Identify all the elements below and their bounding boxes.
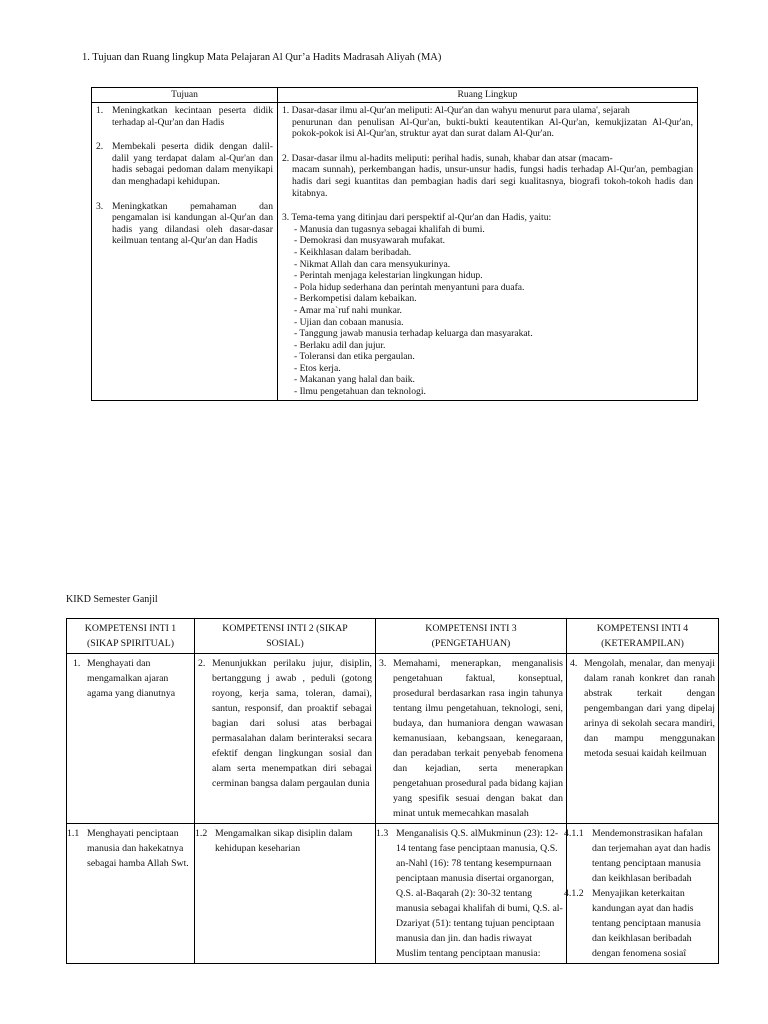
- header-ki-3: [376, 619, 567, 654]
- item-text: Memahami, menerapkan, menganalisis pengetahuan faktual, konseptual, prosedural berdasarkan rasa ingin tahunya tentang ilmu pengetahuan, teknologi, seni, budaya, dan humaniora dengan wawasan kemanusiaan, kebangsaan, kenegaraan, dan peradaban terkait penyebab fenomena dan kejadian, serta menerapkan pengetahuan prosedural pada bidang kajian yang spesifik sesuai dengan bakat dan minat untuk memecahkan masalah: [393, 658, 563, 819]
- list-item: - Pola hidup sederhana dan perintah menyantuni para duafa.: [294, 281, 525, 293]
- header-tujuan: Tujuan: [92, 88, 278, 103]
- item-number: 2.: [198, 658, 206, 669]
- list-item: - Amar ma`ruf nahi munkar.: [294, 304, 402, 316]
- list-item: - Berkompetisi dalam kebaikan.: [294, 293, 417, 305]
- item-number: 1.1: [67, 828, 80, 839]
- item-text: Meningkatkan pemahaman dan pengamalan isi kandungan al-Qur'an dan hadis yang dilandasi oleh dasar-dasar keilmuan tentang al-Qur'an dan Hadis: [112, 200, 273, 247]
- list-item: - Toleransi dan etika pergaulan.: [294, 351, 415, 363]
- item-number: 3.: [379, 658, 387, 669]
- section2-heading: KIKD Semester Ganjil: [66, 594, 158, 605]
- item-number: 1.2: [195, 828, 208, 839]
- ki-cell-4: [567, 654, 719, 824]
- ki-cell-3: [376, 654, 567, 824]
- list-item: - Demokrasi dan musyawarah mufakat.: [294, 235, 446, 247]
- list-item: - Manusia dan tugasnya sebagai khalifah di bumi.: [294, 223, 485, 235]
- list-item: - Tanggung jawab manusia terhadap keluarga dan masyarakat.: [294, 328, 533, 340]
- header-line: KOMPETENSI INTI 1: [84, 623, 177, 634]
- header-ruang-lingkup: Ruang Lingkup: [278, 88, 698, 103]
- ki-cell-1: [67, 654, 195, 824]
- item-continuation: penurunan dan penulisan Al-Qur'an, bukti-bukti keautentikan Al-Qur'an, kemukjizatan Al-Qur'an, pokok-pokok isi Al-Qur'an, struktur ayat dan surat dalam Al-Qur'an.: [292, 116, 693, 140]
- tujuan-item: [96, 105, 273, 128]
- kd-item: [564, 826, 715, 886]
- ki-item: [570, 656, 715, 761]
- tujuan-cell: [92, 103, 278, 401]
- item-number: 2.: [96, 141, 104, 153]
- list-item: - Nikmat Allah dan cara mensyukurinya.: [294, 258, 451, 270]
- kd-cell-1: [67, 824, 195, 964]
- item-text: Menunjukkan perilaku jujur, disiplin, bertanggung j awab , peduli (gotong royong, kerja sama, toleran, damai), santun, responsif, dan proaktif sebagai bagian dari solusi atas berbagai permasalahan dalam berinteraksi secara efektif dengan lingkungan sosial dan alam serta menempatkan diri sebagai cerminan bangsa dalam pergaulan dunia: [212, 658, 372, 789]
- header-line: KOMPETENSI INTI 4: [596, 623, 689, 634]
- list-item: - Makanan yang halal dan baik.: [294, 374, 415, 386]
- kd-item: [564, 886, 715, 961]
- item-text: Mendemonstrasikan hafalan dan terjemahan ayat dan hadis tentang penciptaan manusia dan keikhlasan beribadah: [592, 828, 711, 884]
- ki-item: [198, 656, 372, 791]
- kd-item: [67, 826, 191, 871]
- header-ki-4: [567, 619, 719, 654]
- header-line: (PENGETAHUAN): [431, 638, 511, 649]
- tujuan-item: [96, 141, 273, 187]
- tujuan-ruang-lingkup-table: [91, 87, 698, 401]
- kd-item: [376, 826, 563, 961]
- item-continuation: macam sunnah), perkembangan hadis, unsur-unsur hadis, fungsi hadis terhadap Al-Qur'an, pembagian hadis dari segi kuantitas dan pembagian hadis dari segi kualitasnya, biografi tokoh-tokoh hadis dan kitabnya.: [292, 164, 693, 199]
- item-text: Mengamalkan sikap disiplin dalam kehidupan keseharian: [215, 828, 353, 854]
- list-item: - Berlaku adil dan jujur.: [294, 339, 386, 351]
- section1-heading: 1. Tujuan dan Ruang lingkup Mata Pelajaran Al Qur’a Hadits Madrasah Aliyah (MA): [82, 52, 442, 63]
- kd-item: [195, 826, 372, 856]
- kd-cell-3: [376, 824, 567, 964]
- item-text: Menghayati penciptaan manusia dan hakekatnya sebagai hamba Allah Swt.: [87, 828, 189, 869]
- list-item: - Keikhlasan dalam beribadah.: [294, 246, 412, 258]
- ki-cell-2: [195, 654, 376, 824]
- header-ki-1: [67, 619, 195, 654]
- list-item: - Perintah menjaga kelestarian lingkungan hidup.: [294, 270, 483, 282]
- item-number: 4.: [570, 658, 578, 669]
- list-item: - Ilmu pengetahuan dan teknologi.: [294, 386, 426, 398]
- tujuan-item: [96, 201, 273, 247]
- header-line: (SIKAP SPIRITUAL): [87, 638, 174, 649]
- list-item: - Etos kerja.: [294, 362, 341, 374]
- header-line: KOMPETENSI INTI 2 (SIKAP: [222, 623, 348, 634]
- header-ki-2: [195, 619, 376, 654]
- topic-list: [282, 224, 693, 398]
- item-text: Mengolah, menalar, dan menyaji dalam ranah konkret dan ranah abstrak terkait dengan pengembangan dari yang dipelaj arinya di sekolah secara mandiri, dan mampu menggunakan metoda sesuai kaidah keilmuan: [584, 658, 715, 759]
- item-number: 1.: [96, 105, 104, 116]
- ki-item: [379, 656, 563, 821]
- item-text: Menganalisis Q.S. alMukminun (23): 12-14 tentang fase penciptaan manusia, Q.S. an-Nahl (16): 78 tentang kesempurnaan penciptaan manusia disertai organorgan, Q.S. al-Baqarah (2): 30-32 tentang manusia sebagai khalifah di bumi, Q.S. al-Dzariyat (51): tentang tujuan penciptaan manusia dan jin. dan hadis riwayat Muslim tentang penciptaan manusia:: [396, 828, 563, 959]
- list-item: - Ujian dan cobaan manusia.: [294, 316, 404, 328]
- item-first-line: 1. Dasar-dasar ilmu al-Qur'an meliputi: Al-Qur'an dan wahyu menurut para ulama', sejarah: [282, 105, 630, 116]
- item-text: Menyajikan keterkaitan kandungan ayat dan hadis tentang penciptaan manusia dan keikhlasan beribadah dengan fenomena sosiaî: [592, 888, 701, 959]
- item-text: Meningkatkan kecintaan peserta didik terhadap al-Qur'an dan Hadis: [112, 105, 273, 128]
- ki-item: [70, 656, 191, 701]
- ruang-lingkup-item: [282, 105, 693, 140]
- item-number: 1.: [73, 658, 81, 669]
- item-number: 3.: [96, 200, 104, 212]
- header-line: (KETERAMPILAN): [601, 638, 684, 649]
- kd-cell-4: [564, 824, 719, 964]
- item-first-line: 3. Tema-tema yang ditinjau dari perspektif al-Qur'an dan Hadis, yaitu:: [282, 212, 552, 224]
- item-text: Membekali peserta didik dengan dalil-dalil yang terdapat dalam al-Qur'an dan hadis sebagai pedoman dalam menyikapi dan menghadapi kehidupan.: [112, 141, 273, 187]
- item-number: 4.1.1: [564, 828, 584, 839]
- item-first-line: 2. Dasar-dasar ilmu al-hadits meliputi: perihal hadis, sunah, khabar dan atsar (macam-: [282, 152, 613, 164]
- item-number: 4.1.2: [564, 888, 584, 899]
- ruang-lingkup-cell: [278, 103, 698, 401]
- item-text: Menghayati dan mengamalkan ajaran agama yang dianutnya: [87, 658, 176, 699]
- item-number: 1.3: [376, 828, 389, 839]
- kikd-table: [66, 618, 719, 964]
- header-line: KOMPETENSI INTI 3: [425, 623, 517, 634]
- ruang-lingkup-item: [282, 153, 693, 199]
- header-line: SOSIAL): [266, 638, 304, 649]
- ruang-lingkup-item: [282, 212, 693, 398]
- kd-cell-2: [195, 824, 376, 964]
